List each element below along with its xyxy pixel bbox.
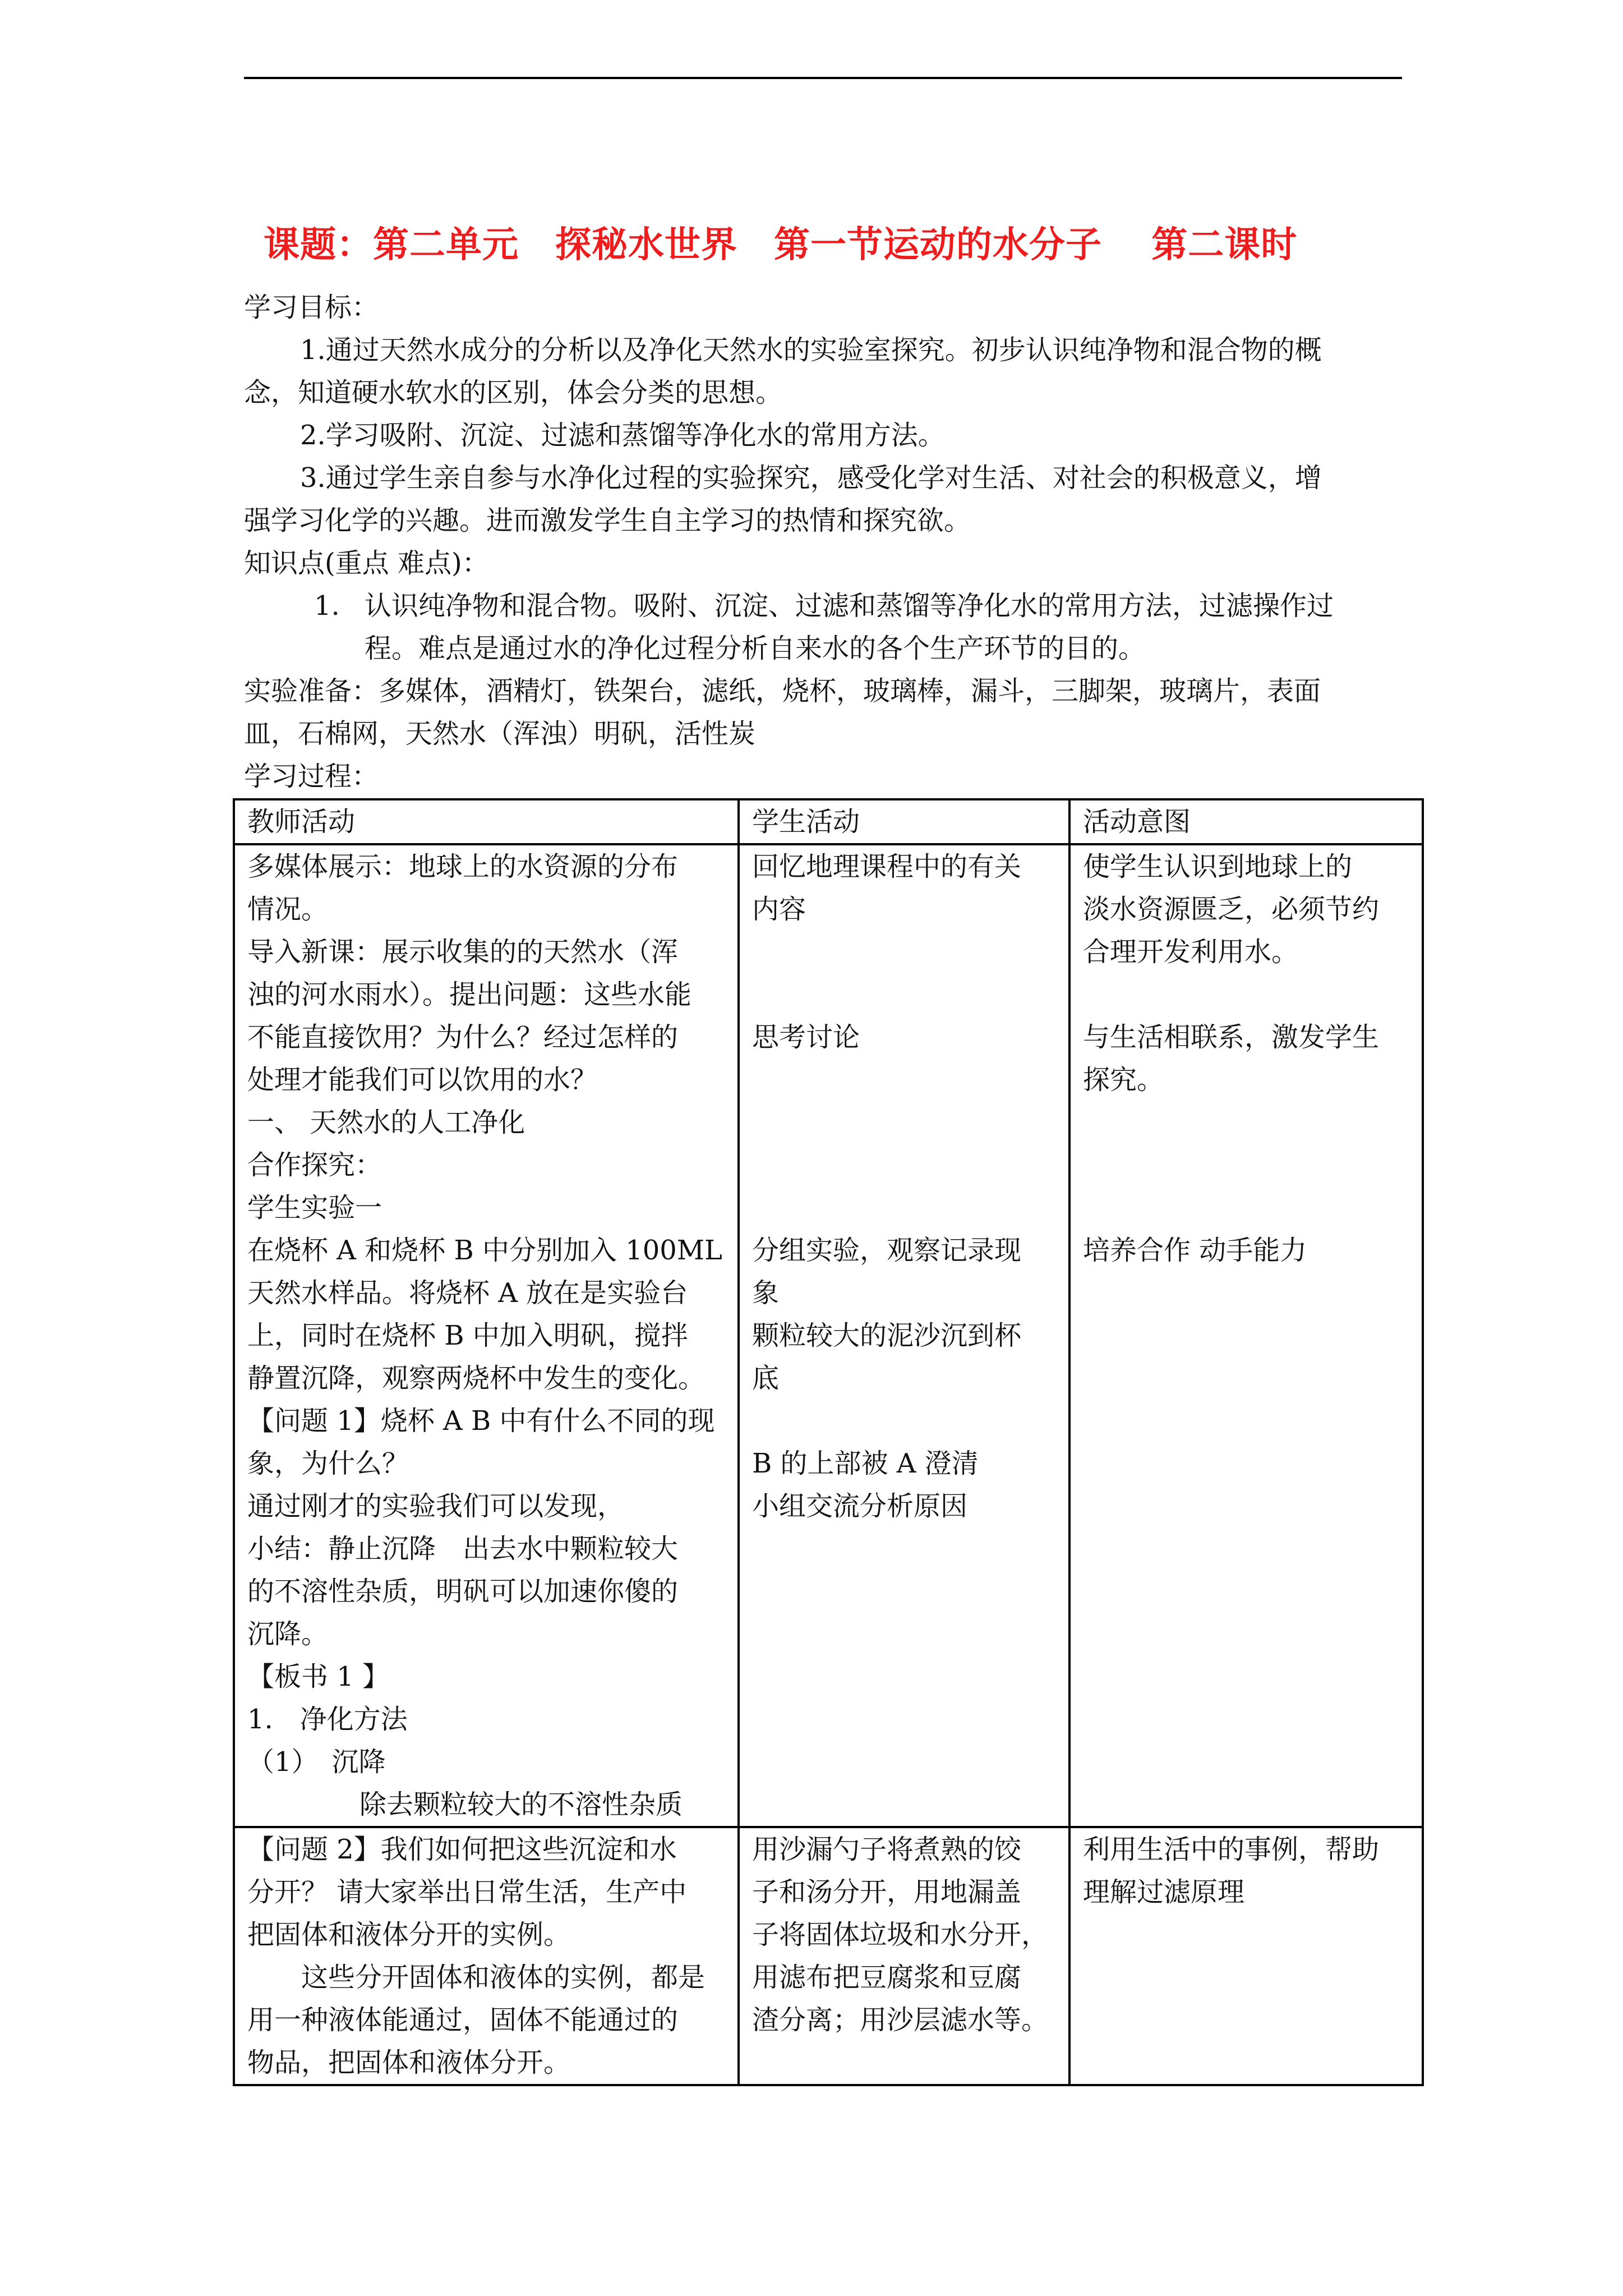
cell-line: 象，为什么？ (247, 1448, 409, 1479)
cell-line: 浊的河水雨水）。提出问题：这些水能 (247, 979, 692, 1010)
cell-line: 合理开发利用水。 (1083, 936, 1299, 968)
cell-line: 颗粒较大的泥沙沉到杯 (752, 1320, 1022, 1351)
prep-line-2: 皿，石棉网，天然水（浑浊）明矾，活性炭 (244, 718, 756, 749)
knowledge-line-2: 程。难点是通过水的净化过程分析自来水的各个生产环节的目的。 (365, 633, 1146, 664)
knowledge-item-number: 1. (314, 590, 340, 622)
cell-line: 回忆地理课程中的有关 (752, 851, 1022, 882)
knowledge-line-1: 认识纯净物和混合物。吸附、沉淀、过滤和蒸馏等净化水的常用方法，过滤操作过 (365, 590, 1334, 622)
cell-line: 1. 净化方法 (247, 1704, 408, 1735)
cell-line: 淡水资源匮乏，必须节约 (1083, 894, 1380, 925)
header-teacher: 教师活动 (234, 799, 739, 844)
cell-line: 象 (752, 1277, 780, 1309)
cell-line: 把固体和液体分开的实例。 (247, 1919, 571, 1950)
cell-line: 一、 天然水的人工净化 (247, 1107, 525, 1138)
cell-line: 沉降。 (247, 1618, 329, 1650)
goal-line-1: 1.通过天然水成分的分析以及净化天然水的实验室探究。初步认识纯净物和混合物的概 (300, 334, 1322, 366)
cell-line: 除去颗粒较大的不溶性杂质 (359, 1789, 683, 1820)
cell-line: 思考讨论 (752, 1022, 860, 1053)
cell-line: 物品，把固体和液体分开。 (247, 2047, 571, 2078)
table-row (234, 844, 1423, 1827)
cell-line: 子将固体垃圾和水分开， (752, 1919, 1049, 1950)
table-row (234, 1827, 1423, 2085)
cell-line: 在烧杯 A 和烧杯 B 中分别加入 100ML (247, 1235, 722, 1266)
prep-line-1: 实验准备：多媒体，酒精灯，铁架台，滤纸，烧杯，玻璃棒，漏斗，三脚架，玻璃片，表面 (244, 675, 1321, 707)
goal-line-5: 强学习化学的兴趣。进而激发学生自主学习的热情和探究欲。 (244, 505, 971, 536)
goal-line-2: 念，知道硬水软水的区别，体会分类的思想。 (244, 377, 783, 408)
cell-line: 情况。 (247, 894, 329, 925)
cell-line: 处理才能我们可以饮用的水？ (247, 1064, 598, 1096)
process-heading: 学习过程： (244, 761, 379, 792)
knowledge-heading: 知识点(重点 难点)： (244, 547, 489, 579)
cell-line: 的不溶性杂质，明矾可以加速你傻的 (247, 1576, 679, 1607)
row2-intent-cell (1069, 1827, 1423, 2085)
cell-line: 多媒体展示：地球上的水资源的分布 (247, 851, 679, 882)
cell-line: 分开？ 请大家举出日常生活，生产中 (247, 1876, 687, 1908)
cell-line: 用沙漏勺子将煮熟的饺 (752, 1834, 1022, 1865)
cell-line: 与生活相联系，激发学生 (1083, 1022, 1380, 1053)
cell-line: 分组实验，观察记录现 (752, 1235, 1022, 1266)
cell-line: 用滤布把豆腐浆和豆腐 (752, 1962, 1022, 1993)
cell-line: 不能直接饮用？为什么？经过怎样的 (247, 1022, 679, 1053)
page-title: 课题：第二单元 探秘水世界 第一节运动的水分子 第二课时 (264, 224, 1298, 266)
row1-teacher-cell (234, 844, 739, 1827)
cell-line: 这些分开固体和液体的实例，都是 (301, 1962, 706, 1993)
cell-line: 培养合作 动手能力 (1083, 1235, 1307, 1266)
cell-line: （1） 沉降 (247, 1746, 386, 1778)
header-intent: 活动意图 (1069, 799, 1423, 844)
cell-line: 底 (752, 1363, 780, 1394)
cell-line: 利用生活中的事例，帮助 (1083, 1834, 1380, 1865)
cell-line: 静置沉降，观察两烧杯中发生的变化。 (247, 1363, 706, 1394)
cell-line: B 的上部被 A 澄清 (752, 1448, 979, 1479)
cell-line: 子和汤分开，用地漏盖 (752, 1876, 1022, 1908)
goals-heading: 学习目标： (244, 292, 379, 323)
cell-line: 天然水样品。将烧杯 A 放在是实验台 (247, 1277, 688, 1309)
row2-teacher-cell (234, 1827, 739, 2085)
cell-line: 【板书 1 】 (247, 1661, 390, 1692)
cell-line: 【问题 1】烧杯 A B 中有什么不同的现 (247, 1405, 715, 1437)
goal-line-4: 3.通过学生亲自参与水净化过程的实验探究，感受化学对生活、对社会的积极意义，增 (300, 462, 1322, 494)
cell-line: 探究。 (1083, 1064, 1164, 1096)
lesson-table (233, 798, 1424, 2086)
header-student: 学生活动 (739, 799, 1069, 844)
cell-line: 导入新课：展示收集的的天然水（浑 (247, 936, 679, 968)
cell-line: 内容 (752, 894, 806, 925)
cell-line: 用一种液体能通过，固体不能通过的 (247, 2004, 679, 2036)
cell-line: 使学生认识到地球上的 (1083, 851, 1353, 882)
table-header-row (234, 799, 1423, 844)
row2-student-cell (739, 1827, 1069, 2085)
cell-line: 学生实验一 (247, 1192, 382, 1223)
cell-line: 理解过滤原理 (1083, 1876, 1245, 1908)
cell-line: 小组交流分析原因 (752, 1490, 968, 1522)
cell-line: 渣分离；用沙层滤水等。 (752, 2004, 1049, 2036)
row1-student-cell (739, 844, 1069, 1827)
cell-line: 通过刚才的实验我们可以发现， (247, 1490, 625, 1522)
cell-line: 合作探究： (247, 1149, 382, 1181)
goal-line-3: 2.学习吸附、沉淀、过滤和蒸馏等净化水的常用方法。 (300, 420, 945, 451)
cell-line: 小结：静止沉降 出去水中颗粒较大 (247, 1533, 679, 1565)
header-rule (244, 77, 1402, 79)
cell-line: 【问题 2】我们如何把这些沉淀和水 (247, 1834, 677, 1865)
cell-line: 上，同时在烧杯 B 中加入明矾，搅拌 (247, 1320, 688, 1351)
row1-intent-cell (1069, 844, 1423, 1827)
